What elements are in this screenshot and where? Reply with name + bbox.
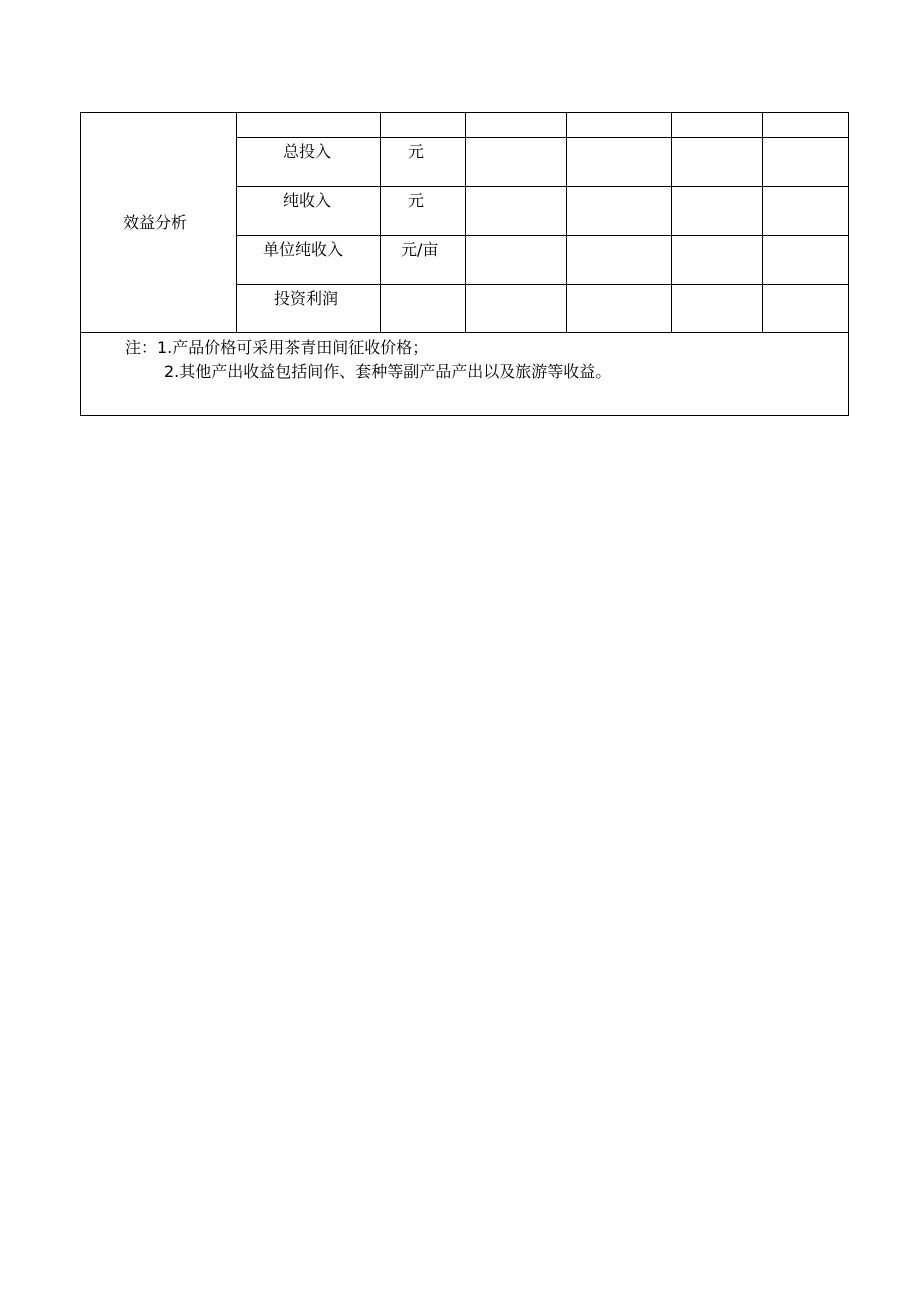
row-item-investment-profit: 投资利润 xyxy=(274,289,339,308)
row-item-unit-net-income: 单位纯收入 xyxy=(263,240,344,259)
row-unit-unit-net-income: 元/亩 xyxy=(401,240,439,259)
grid-line xyxy=(236,284,849,285)
benefit-analysis-table xyxy=(80,112,849,416)
grid-line xyxy=(380,113,381,333)
grid-line xyxy=(465,113,466,333)
grid-line xyxy=(236,186,849,187)
note-line-1: 注：1.产品价格可采用茶青田间征收价格； xyxy=(125,338,429,357)
section-label: 效益分析 xyxy=(123,213,188,232)
row-item-total-investment: 总投入 xyxy=(283,142,332,161)
grid-line xyxy=(236,235,849,236)
grid-line xyxy=(236,137,849,138)
row-item-net-income: 纯收入 xyxy=(283,191,332,210)
grid-line xyxy=(671,113,672,333)
grid-line xyxy=(81,332,848,333)
note-line-2: 2.其他产出收益包括间作、套种等副产品产出以及旅游等收益。 xyxy=(164,362,612,381)
grid-line xyxy=(762,113,763,333)
grid-line xyxy=(566,113,567,333)
grid-line xyxy=(236,113,237,333)
row-unit-net-income: 元 xyxy=(408,191,425,210)
row-unit-total-investment: 元 xyxy=(408,142,425,161)
